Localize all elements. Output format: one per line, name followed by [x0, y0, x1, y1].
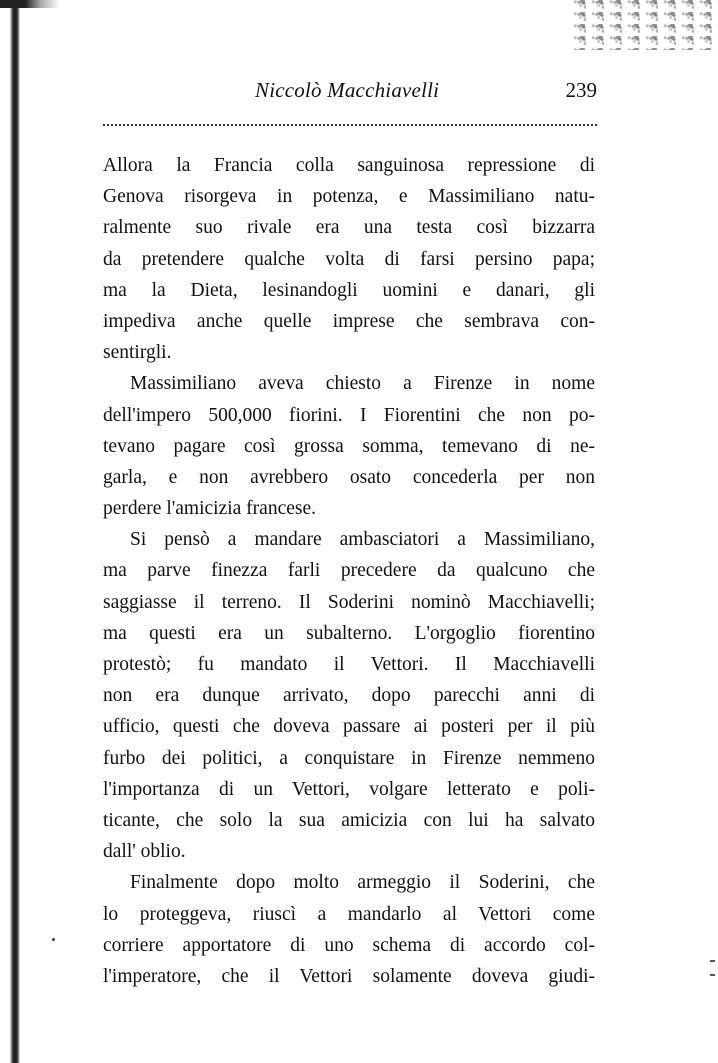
text-line: l'imperatore, che il Vettori solamente doveva giudi- [103, 965, 595, 987]
text-line: ma questi era un subalterno. L'orgoglio fiorentino [103, 622, 595, 644]
text-line: lo proteggeva, riuscì a mandarlo al Vettori come [103, 903, 595, 925]
text-line: Genova risorgeva in potenza, e Massimiliano natu- [103, 186, 595, 208]
text-line: ticante, che solo la sua amicizia con lui ha salvato [103, 809, 595, 831]
running-title: Niccolò Macchiavelli [255, 78, 440, 102]
text-line: ma la Dieta, lesinandogli uomini e danari, gli [103, 279, 595, 301]
text-line: l'importanza di un Vettori, volgare letterato e poli- [103, 778, 595, 800]
text-line: Allora la Francia colla sanguinosa repressione di [103, 155, 595, 176]
text-line: ralmente suo rivale era una testa così bizzarra [103, 217, 595, 239]
paper-speckle [568, 0, 718, 50]
binding-edge [10, 0, 20, 1063]
text-line: dell'impero 500,000 fiorini. I Fiorentini che non po- [103, 404, 595, 426]
text-line: sentirgli. [103, 342, 172, 364]
text-line: Massimiliano aveva chiesto a Firenze in nome [130, 373, 595, 395]
text-line: saggiasse il terreno. Il Soderini nominò Macchiavelli; [103, 591, 595, 613]
text-line: da pretendere qualche volta di farsi persino papa; [103, 248, 595, 270]
binding-smudge [0, 0, 60, 8]
header-rule [103, 124, 597, 126]
running-head [103, 76, 597, 108]
edge-marks [710, 960, 718, 1000]
text-line: perdere l'amicizia francese. [103, 498, 316, 520]
text-line: furbo dei politici, a conquistare in Firenze nemmeno [103, 747, 595, 769]
text-line: non era dunque arrivato, dopo parecchi anni di [103, 685, 595, 707]
page-number: 239 [565, 78, 597, 102]
body-text [103, 150, 595, 992]
text-line: protestò; fu mandato il Vettori. Il Macchiavelli [103, 654, 595, 675]
margin-mark [52, 938, 55, 941]
text-line: tevano pagare così grossa somma, temevano di ne- [103, 435, 595, 457]
text-line: ufficio, questi che doveva passare ai posteri per il più [103, 716, 595, 738]
text-line: impediva anche quelle imprese che sembrava con- [103, 310, 595, 332]
text-line: garla, e non avrebbero osato concederla per non [103, 466, 595, 488]
text-line: Si pensò a mandare ambasciatori a Massimiliano, [130, 529, 595, 551]
text-line: dall' oblio. [103, 841, 186, 863]
text-line: ma parve finezza farli precedere da qualcuno che [103, 560, 595, 582]
text-line: corriere apportatore di uno schema di accordo col- [103, 934, 595, 956]
text-line: Finalmente dopo molto armeggio il Soderini, che [130, 872, 595, 894]
